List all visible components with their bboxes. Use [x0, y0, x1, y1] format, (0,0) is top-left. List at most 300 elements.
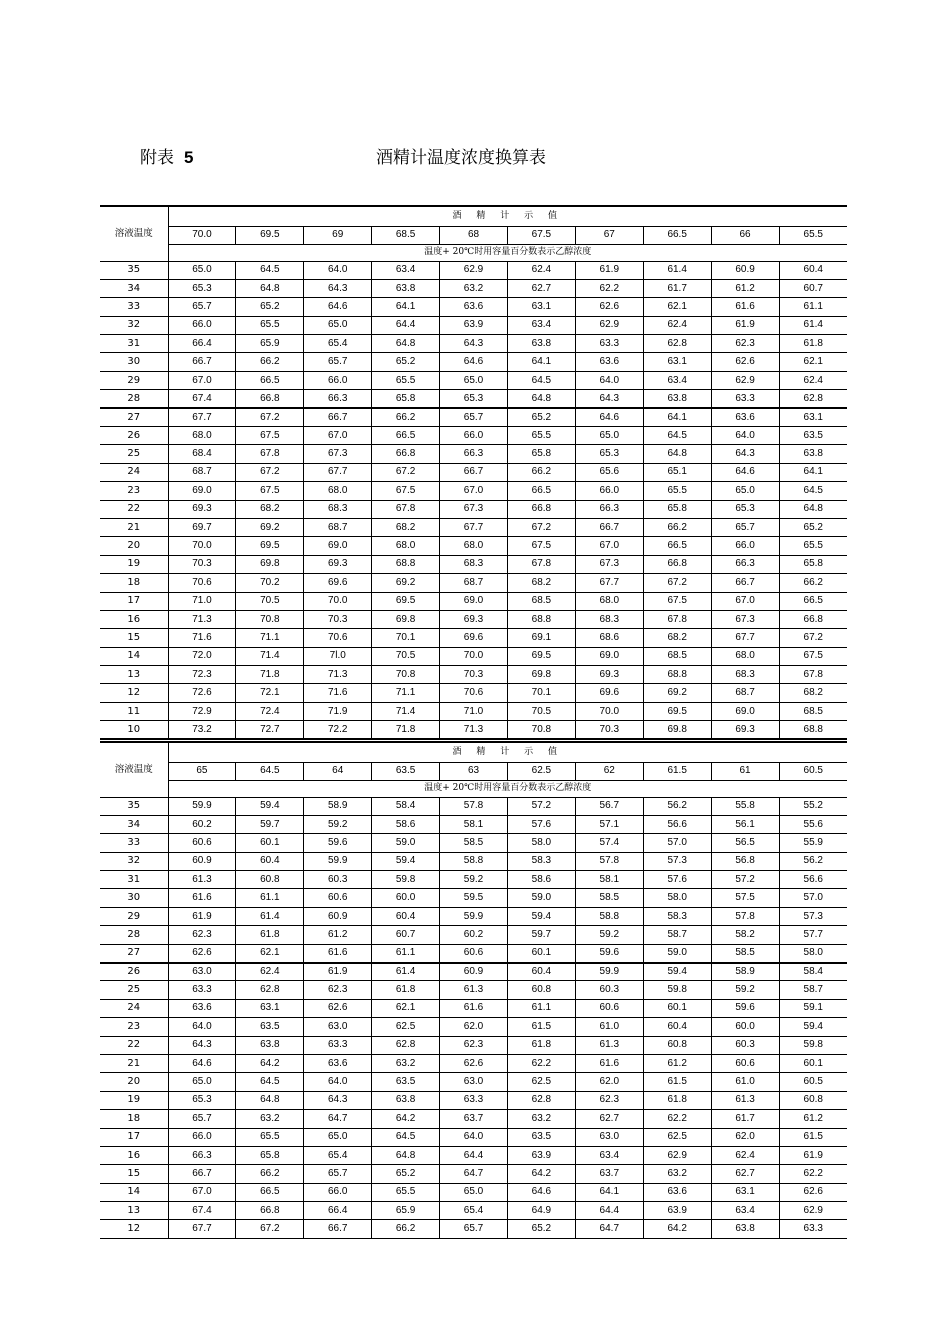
- concentration-cell: 64.8: [779, 500, 847, 518]
- concentration-cell: 69.3: [440, 610, 508, 628]
- concentration-cell: 69.8: [236, 555, 304, 573]
- concentration-cell: 62.6: [711, 353, 779, 371]
- concentration-cell: 66.8: [507, 500, 575, 518]
- concentration-cell: 66.0: [575, 482, 643, 500]
- concentration-cell: 71.8: [236, 666, 304, 684]
- concentration-cell: 62.2: [643, 1110, 711, 1128]
- concentration-cell: 65.5: [236, 1128, 304, 1146]
- meter-value-header: 68: [440, 226, 508, 244]
- concentration-cell: 67.5: [643, 592, 711, 610]
- meter-value-header: 62.5: [507, 762, 575, 780]
- temperature-cell: 33: [100, 834, 168, 852]
- concentration-cell: 62.9: [711, 371, 779, 389]
- concentration-cell: 67.7: [168, 1220, 236, 1238]
- table-row: [100, 500, 847, 518]
- concentration-cell: 65.3: [440, 390, 508, 408]
- concentration-cell: 58.0: [643, 889, 711, 907]
- concentration-cell: 69.6: [440, 629, 508, 647]
- concentration-cell: 58.3: [507, 852, 575, 870]
- concentration-cell: 62.5: [643, 1128, 711, 1146]
- concentration-cell: 67.5: [236, 427, 304, 445]
- concentration-cell: 69.2: [372, 574, 440, 592]
- concentration-cell: 59.6: [575, 944, 643, 962]
- concentration-cell: 62.4: [711, 1146, 779, 1164]
- temperature-cell: 10: [100, 721, 168, 739]
- concentration-cell: 61.4: [779, 316, 847, 334]
- concentration-cell: 63.4: [507, 316, 575, 334]
- meter-value-header: 64: [304, 762, 372, 780]
- concentration-cell: 58.9: [304, 797, 372, 815]
- concentration-cell: 65.9: [236, 335, 304, 353]
- concentration-cell: 65.7: [711, 518, 779, 536]
- concentration-cell: 64.5: [236, 261, 304, 279]
- concentration-cell: 65.8: [372, 390, 440, 408]
- concentration-cell: 61.0: [711, 1073, 779, 1091]
- concentration-cell: 68.7: [168, 463, 236, 481]
- table-row: [100, 871, 847, 889]
- concentration-cell: 64.3: [575, 390, 643, 408]
- temperature-cell: 32: [100, 852, 168, 870]
- table-row: [100, 1110, 847, 1128]
- concentration-cell: 63.4: [711, 1202, 779, 1220]
- concentration-cell: 62.0: [575, 1073, 643, 1091]
- concentration-cell: 7l.0: [304, 647, 372, 665]
- concentration-cell: 69.3: [711, 721, 779, 739]
- temperature-cell: 15: [100, 1165, 168, 1183]
- concentration-cell: 70.2: [236, 574, 304, 592]
- concentration-cell: 68.8: [779, 721, 847, 739]
- concentration-cell: 67.4: [168, 390, 236, 408]
- concentration-cell: 63.6: [575, 353, 643, 371]
- table-row: [100, 815, 847, 833]
- concentration-cell: 58.5: [575, 889, 643, 907]
- table-row: [100, 1128, 847, 1146]
- table-row: [100, 852, 847, 870]
- concentration-cell: 67.2: [236, 463, 304, 481]
- concentration-cell: 66.0: [711, 537, 779, 555]
- concentration-cell: 59.6: [711, 999, 779, 1017]
- concentration-cell: 60.8: [236, 871, 304, 889]
- concentration-cell: 63.2: [372, 1054, 440, 1072]
- concentration-cell: 61.4: [236, 907, 304, 925]
- concentration-cell: 58.7: [643, 926, 711, 944]
- concentration-cell: 63.5: [236, 1018, 304, 1036]
- concentration-cell: 66.8: [372, 445, 440, 463]
- table-row: [100, 834, 847, 852]
- concentration-cell: 71.9: [304, 702, 372, 720]
- concentration-cell: 64.0: [440, 1128, 508, 1146]
- concentration-cell: 71.4: [372, 702, 440, 720]
- concentration-cell: 65.8: [507, 445, 575, 463]
- concentration-cell: 60.8: [507, 981, 575, 999]
- table-row: [100, 889, 847, 907]
- concentration-cell: 66.2: [779, 574, 847, 592]
- concentration-cell: 55.9: [779, 834, 847, 852]
- concentration-cell: 71.8: [372, 721, 440, 739]
- concentration-cell: 57.8: [711, 907, 779, 925]
- concentration-cell: 57.6: [507, 815, 575, 833]
- concentration-cell: 62.2: [779, 1165, 847, 1183]
- concentration-cell: 67.8: [372, 500, 440, 518]
- concentration-cell: 67.7: [168, 408, 236, 426]
- concentration-cell: 64.9: [507, 1202, 575, 1220]
- concentration-cell: 65.0: [304, 316, 372, 334]
- meter-reading-header: 酒 精 计 示 值: [168, 742, 847, 762]
- concentration-cell: 66.3: [304, 390, 372, 408]
- concentration-cell: 64.1: [507, 353, 575, 371]
- concentration-cell: 68.0: [711, 647, 779, 665]
- concentration-cell: 61.8: [779, 335, 847, 353]
- concentration-cell: 69.3: [304, 555, 372, 573]
- concentration-cell: 64.1: [372, 298, 440, 316]
- concentration-cell: 68.0: [575, 592, 643, 610]
- temperature-cell: 24: [100, 999, 168, 1017]
- concentration-cell: 65.4: [440, 1202, 508, 1220]
- concentration-cell: 61.5: [643, 1073, 711, 1091]
- concentration-cell: 70.3: [440, 666, 508, 684]
- concentration-cell: 64.7: [304, 1110, 372, 1128]
- temperature-cell: 30: [100, 353, 168, 371]
- concentration-cell: 58.8: [440, 852, 508, 870]
- concentration-cell: 66.2: [372, 1220, 440, 1238]
- concentration-cell: 58.5: [711, 944, 779, 962]
- table-row: [100, 797, 847, 815]
- concentration-cell: 63.6: [711, 408, 779, 426]
- concentration-cell: 62.3: [440, 1036, 508, 1054]
- concentration-cell: 70.0: [304, 592, 372, 610]
- concentration-cell: 66.8: [236, 390, 304, 408]
- concentration-cell: 68.0: [304, 482, 372, 500]
- concentration-cell: 62.4: [236, 963, 304, 981]
- temperature-cell: 34: [100, 815, 168, 833]
- concentration-cell: 68.0: [168, 427, 236, 445]
- temperature-cell: 13: [100, 1202, 168, 1220]
- concentration-cell: 58.3: [643, 907, 711, 925]
- concentration-cell: 63.6: [643, 1183, 711, 1201]
- concentration-cell: 62.3: [711, 335, 779, 353]
- concentration-cell: 68.7: [304, 518, 372, 536]
- table-row: [100, 1183, 847, 1201]
- table-row: [100, 1073, 847, 1091]
- concentration-cell: 59.2: [711, 981, 779, 999]
- concentration-cell: 66.7: [304, 1220, 372, 1238]
- concentration-cell: 62.6: [779, 1183, 847, 1201]
- concentration-cell: 65.2: [236, 298, 304, 316]
- concentration-cell: 67.0: [575, 537, 643, 555]
- concentration-cell: 66.3: [711, 555, 779, 573]
- concentration-cell: 57.5: [711, 889, 779, 907]
- table-row: [100, 702, 847, 720]
- table-row: [100, 944, 847, 962]
- concentration-cell: 62.5: [507, 1073, 575, 1091]
- concentration-cell: 60.4: [643, 1018, 711, 1036]
- temperature-cell: 23: [100, 482, 168, 500]
- temperature-cell: 27: [100, 944, 168, 962]
- concentration-cell: 68.5: [507, 592, 575, 610]
- concentration-cell: 61.7: [711, 1110, 779, 1128]
- concentration-cell: 68.3: [711, 666, 779, 684]
- concentration-cell: 57.4: [575, 834, 643, 852]
- table-row: [100, 408, 847, 426]
- concentration-cell: 55.6: [779, 815, 847, 833]
- concentration-cell: 67.3: [575, 555, 643, 573]
- concentration-cell: 57.0: [779, 889, 847, 907]
- concentration-cell: 70.0: [168, 537, 236, 555]
- concentration-cell: 66.4: [304, 1202, 372, 1220]
- concentration-cell: 64.6: [168, 1054, 236, 1072]
- concentration-cell: 67.3: [440, 500, 508, 518]
- concentration-cell: 68.3: [440, 555, 508, 573]
- concentration-cell: 56.6: [643, 815, 711, 833]
- concentration-cell: 65.3: [168, 1091, 236, 1109]
- table-row: [100, 666, 847, 684]
- concentration-cell: 64.5: [779, 482, 847, 500]
- concentration-cell: 63.4: [372, 261, 440, 279]
- concentration-cell: 60.8: [643, 1036, 711, 1054]
- concentration-cell: 63.4: [643, 371, 711, 389]
- concentration-cell: 69.6: [575, 684, 643, 702]
- temperature-cell: 12: [100, 684, 168, 702]
- concentration-cell: 62.8: [507, 1091, 575, 1109]
- concentration-cell: 63.0: [304, 1018, 372, 1036]
- temperature-cell: 17: [100, 1128, 168, 1146]
- conversion-table-1: [100, 205, 847, 740]
- concentration-cell: 69.5: [372, 592, 440, 610]
- concentration-cell: 61.1: [779, 298, 847, 316]
- concentration-cell: 58.1: [440, 815, 508, 833]
- concentration-cell: 67.7: [575, 574, 643, 592]
- concentration-cell: 64.2: [507, 1165, 575, 1183]
- concentration-cell: 69.0: [168, 482, 236, 500]
- concentration-cell: 59.7: [507, 926, 575, 944]
- concentration-cell: 60.4: [507, 963, 575, 981]
- concentration-cell: 65.5: [372, 371, 440, 389]
- concentration-cell: 64.4: [372, 316, 440, 334]
- concentration-cell: 59.8: [372, 871, 440, 889]
- concentration-cell: 68.2: [507, 574, 575, 592]
- concentration-cell: 67.0: [304, 427, 372, 445]
- concentration-cell: 64.0: [575, 371, 643, 389]
- concentration-cell: 65.7: [304, 353, 372, 371]
- concentration-cell: 63.8: [236, 1036, 304, 1054]
- concentration-cell: 59.5: [440, 889, 508, 907]
- concentration-cell: 67.5: [236, 482, 304, 500]
- appendix-label-text: 附表: [140, 148, 174, 168]
- concentration-cell: 70.3: [168, 555, 236, 573]
- concentration-cell: 69.5: [643, 702, 711, 720]
- temperature-cell: 14: [100, 647, 168, 665]
- concentration-cell: 60.1: [236, 834, 304, 852]
- concentration-cell: 69.3: [168, 500, 236, 518]
- concentration-cell: 68.5: [643, 647, 711, 665]
- temperature-cell: 29: [100, 907, 168, 925]
- concentration-cell: 57.8: [440, 797, 508, 815]
- concentration-cell: 60.4: [372, 907, 440, 925]
- temperature-cell: 27: [100, 408, 168, 426]
- temperature-cell: 15: [100, 629, 168, 647]
- concentration-cell: 64.1: [575, 1183, 643, 1201]
- concentration-cell: 65.8: [236, 1146, 304, 1164]
- concentration-cell: 69.7: [168, 518, 236, 536]
- temperature-cell: 17: [100, 592, 168, 610]
- concentration-cell: 62.8: [643, 335, 711, 353]
- concentration-cell: 62.7: [507, 279, 575, 297]
- concentration-cell: 64.5: [643, 427, 711, 445]
- concentration-cell: 59.4: [779, 1018, 847, 1036]
- meter-value-header: 69.5: [236, 226, 304, 244]
- concentration-cell: 69.5: [236, 537, 304, 555]
- concentration-cell: 62.4: [507, 261, 575, 279]
- concentration-cell: 70.6: [440, 684, 508, 702]
- concentration-cell: 60.9: [304, 907, 372, 925]
- concentration-cell: 61.6: [575, 1054, 643, 1072]
- concentration-cell: 69.1: [507, 629, 575, 647]
- concentration-cell: 67.5: [779, 647, 847, 665]
- temperature-cell: 28: [100, 390, 168, 408]
- concentration-cell: 70.1: [507, 684, 575, 702]
- concentration-cell: 67.0: [168, 1183, 236, 1201]
- concentration-cell: 62.1: [643, 298, 711, 316]
- concentration-cell: 65.5: [372, 1183, 440, 1201]
- concentration-cell: 61.8: [643, 1091, 711, 1109]
- temperature-cell: 19: [100, 1091, 168, 1109]
- concentration-cell: 63.9: [440, 316, 508, 334]
- concentration-cell: 63.1: [779, 408, 847, 426]
- concentration-cell: 63.5: [507, 1128, 575, 1146]
- concentration-cell: 69.3: [575, 666, 643, 684]
- concentration-cell: 71.6: [168, 629, 236, 647]
- concentration-cell: 67.8: [507, 555, 575, 573]
- temperature-cell: 28: [100, 926, 168, 944]
- concentration-cell: 61.6: [440, 999, 508, 1017]
- meter-value-header: 65.5: [779, 226, 847, 244]
- concentration-cell: 65.4: [304, 1146, 372, 1164]
- concentration-cell: 58.4: [372, 797, 440, 815]
- concentration-cell: 63.4: [575, 1146, 643, 1164]
- concentration-cell: 60.2: [168, 815, 236, 833]
- concentration-cell: 63.7: [440, 1110, 508, 1128]
- concentration-cell: 66.7: [304, 408, 372, 426]
- concentration-cell: 68.0: [372, 537, 440, 555]
- concentration-cell: 64.3: [168, 1036, 236, 1054]
- concentration-cell: 64.6: [507, 1183, 575, 1201]
- concentration-cell: 63.1: [236, 999, 304, 1017]
- concentration-cell: 67.2: [779, 629, 847, 647]
- concentration-cell: 63.1: [711, 1183, 779, 1201]
- concentration-cell: 64.3: [304, 279, 372, 297]
- concentration-cell: 60.6: [440, 944, 508, 962]
- concentration-cell: 71.3: [304, 666, 372, 684]
- table-row: [100, 926, 847, 944]
- concentration-cell: 64.1: [643, 408, 711, 426]
- temperature-cell: 11: [100, 702, 168, 720]
- concentration-cell: 62.7: [711, 1165, 779, 1183]
- concentration-cell: 63.6: [304, 1054, 372, 1072]
- concentration-cell: 62.4: [779, 371, 847, 389]
- concentration-cell: 70.8: [372, 666, 440, 684]
- concentration-cell: 65.3: [168, 279, 236, 297]
- concentration-cell: 62.9: [643, 1146, 711, 1164]
- concentration-cell: 68.2: [372, 518, 440, 536]
- meter-value-header: 68.5: [372, 226, 440, 244]
- temperature-cell: 30: [100, 889, 168, 907]
- page-title: 酒精计温度浓度换算表: [376, 148, 546, 168]
- table-row: [100, 371, 847, 389]
- concentration-cell: 70.1: [372, 629, 440, 647]
- concentration-cell: 63.0: [440, 1073, 508, 1091]
- concentration-cell: 62.8: [236, 981, 304, 999]
- table-row: [100, 1036, 847, 1054]
- concentration-cell: 65.5: [507, 427, 575, 445]
- concentration-cell: 57.3: [643, 852, 711, 870]
- concentration-cell: 58.8: [575, 907, 643, 925]
- concentration-cell: 62.2: [575, 279, 643, 297]
- concentration-cell: 66.2: [643, 518, 711, 536]
- temperature-cell: 35: [100, 797, 168, 815]
- temperature-cell: 16: [100, 1146, 168, 1164]
- concentration-cell: 59.0: [643, 944, 711, 962]
- concentration-cell: 58.1: [575, 871, 643, 889]
- concentration-cell: 62.5: [372, 1018, 440, 1036]
- concentration-cell: 58.5: [440, 834, 508, 852]
- concentration-cell: 59.2: [575, 926, 643, 944]
- concentration-cell: 59.9: [304, 852, 372, 870]
- concentration-cell: 66.5: [372, 427, 440, 445]
- concentration-cell: 61.1: [372, 944, 440, 962]
- concentration-cell: 65.0: [440, 371, 508, 389]
- concentration-cell: 67.2: [236, 408, 304, 426]
- concentration-cell: 69.8: [643, 721, 711, 739]
- table-row: [100, 427, 847, 445]
- concentration-cell: 65.5: [236, 316, 304, 334]
- concentration-cell: 70.6: [168, 574, 236, 592]
- concentration-cell: 72.7: [236, 721, 304, 739]
- concentration-cell: 63.9: [643, 1202, 711, 1220]
- concentration-cell: 62.0: [440, 1018, 508, 1036]
- concentration-cell: 63.8: [643, 390, 711, 408]
- concentration-cell: 60.1: [779, 1054, 847, 1072]
- concentration-cell: 56.2: [643, 797, 711, 815]
- concentration-cell: 66.8: [236, 1202, 304, 1220]
- concentration-cell: 61.1: [236, 889, 304, 907]
- concentration-cell: 69.2: [236, 518, 304, 536]
- table-row: [100, 353, 847, 371]
- concentration-cell: 61.4: [372, 963, 440, 981]
- concentration-cell: 71.4: [236, 647, 304, 665]
- concentration-cell: 62.1: [372, 999, 440, 1017]
- concentration-cell: 59.2: [304, 815, 372, 833]
- concentration-cell: 56.7: [575, 797, 643, 815]
- concentration-cell: 60.5: [779, 1073, 847, 1091]
- concentration-cell: 66.0: [168, 316, 236, 334]
- concentration-cell: 59.9: [168, 797, 236, 815]
- concentration-cell: 62.6: [575, 298, 643, 316]
- meter-value-header: 70.0: [168, 226, 236, 244]
- concentration-cell: 57.2: [711, 871, 779, 889]
- concentration-cell: 68.7: [440, 574, 508, 592]
- concentration-cell: 66.2: [236, 353, 304, 371]
- concentration-cell: 68.6: [575, 629, 643, 647]
- concentration-cell: 62.1: [779, 353, 847, 371]
- temperature-cell: 26: [100, 963, 168, 981]
- concentration-cell: 61.9: [168, 907, 236, 925]
- concentration-cell: 65.7: [168, 298, 236, 316]
- concentration-cell: 66.8: [643, 555, 711, 573]
- concentration-cell: 55.8: [711, 797, 779, 815]
- concentration-cell: 59.0: [372, 834, 440, 852]
- concentration-cell: 56.5: [711, 834, 779, 852]
- meter-value-header: 67: [575, 226, 643, 244]
